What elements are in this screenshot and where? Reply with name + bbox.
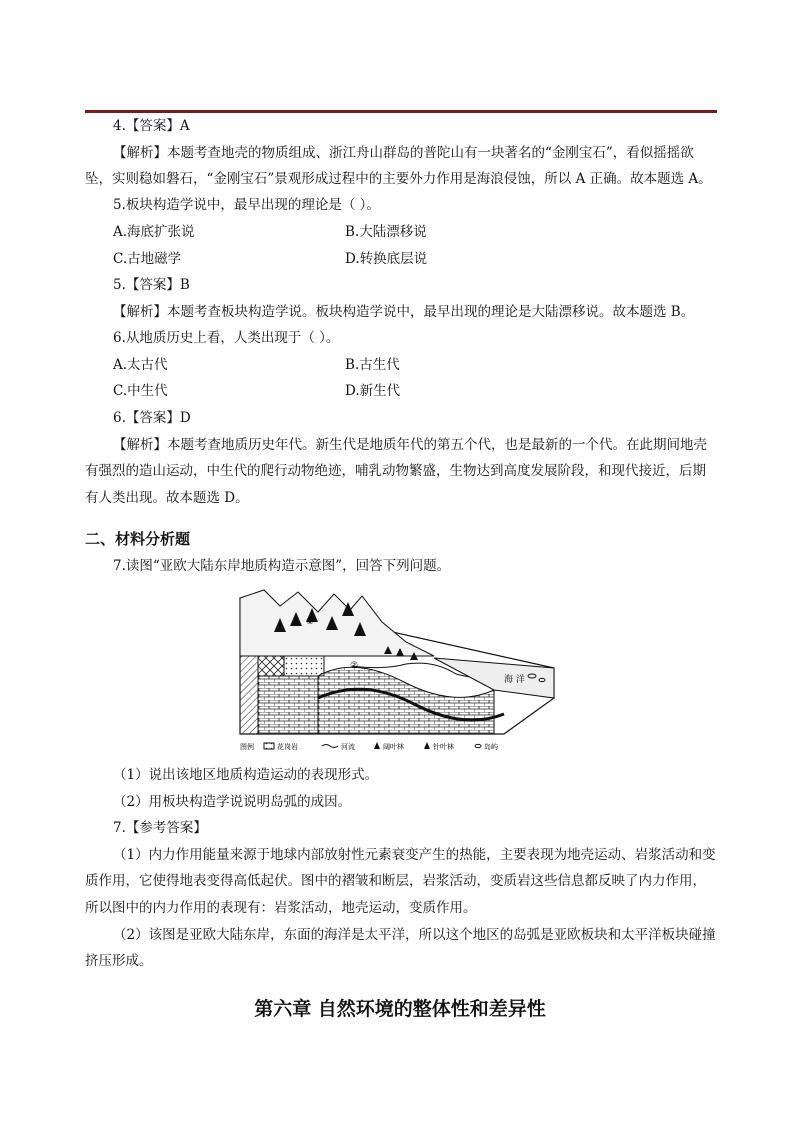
granite-legend-icon — [264, 743, 274, 749]
q7-sub1: （1）说出该地区地质构造运动的表现形式。 — [113, 767, 379, 783]
legend-island: 岛屿 — [484, 743, 498, 751]
q5-option-c: C.古地磁学 — [113, 251, 182, 267]
chapter-title: 第六章 自然环境的整体性和差异性 — [254, 998, 546, 1020]
q6-explanation-line3: 有人类出现。故本题选 D。 — [85, 490, 249, 506]
q5-option-d: D.转换底层说 — [345, 251, 428, 267]
island-legend-icon — [475, 744, 481, 747]
q7-answer1-line2: 质作用，它使得地表变得高低起伏。图中的褶皱和断层，岩浆活动，变质岩这些信息都反映了内力作用， — [85, 873, 706, 889]
q6-option-b: B.古生代 — [345, 357, 400, 373]
q6-explanation-line2: 有强烈的造山运动，中生代的爬行动物绝迹，哺乳动物繁盛，生物达到高度发展阶段，和现代接近，后期 — [85, 463, 706, 479]
figure-legend — [240, 742, 498, 751]
q4-answer: 4.【答案】A — [113, 118, 190, 134]
q4-explanation-line2: 坠，实则稳如磐石，“金刚宝石”景观形成过程中的主要外力作用是海浪侵蚀，所以 A 正确。故本题选 A。 — [85, 171, 712, 187]
q5-answer: 5.【答案】B — [113, 277, 190, 293]
legend-title: 图例 — [240, 743, 254, 751]
geologic-structure-figure — [234, 586, 564, 754]
q7-stem: 7.读图“亚欧大陆东岸地质构造示意图”，回答下列问题。 — [113, 558, 451, 574]
q6-stem: 6.从地质历史上看，人类出现于（ ）。 — [113, 330, 340, 346]
q5-option-a: A.海底扩张说 — [113, 224, 195, 240]
legend-broadleaf: 阔叶林 — [383, 743, 404, 751]
q7-answer-title: 7.【参考答案】 — [113, 820, 207, 836]
q7-answer2-line1: （2）该图是亚欧大陆东岸，东面的海洋是太平洋，所以这个地区的岛弧是亚欧板块和太平洋板块碰撞 — [113, 927, 716, 943]
q5-stem: 5.板块构造学说中，最早出现的理论是（ ）。 — [113, 197, 380, 213]
q7-sub2: （2）用板块构造学说说明岛弧的成因。 — [113, 794, 352, 810]
q6-explanation-line1: 【解析】本题考查地质历史年代。新生代是地质年代的第五个代，也是最新的一个代。在此期间地壳 — [113, 437, 707, 453]
q6-answer: 6.【答案】D — [113, 410, 191, 426]
q6-option-c: C.中生代 — [113, 383, 168, 399]
q5-explanation: 【解析】本题考查板块构造学说。板块构造学说中，最早出现的理论是大陆漂移说。故本题选 B。 — [113, 304, 695, 320]
q7-answer1-line1: （1）内力作用能量来源于地球内部放射性元素衰变产生的热能，主要表现为地壳运动、岩浆活动和变 — [113, 847, 716, 863]
q7-answer2-line2: 挤压形成。 — [85, 953, 153, 969]
section-title: 二、材料分析题 — [85, 530, 191, 548]
geologic-diagram — [234, 586, 564, 754]
q6-option-d: D.新生代 — [345, 383, 401, 399]
legend-conifer: 针叶林 — [433, 743, 454, 751]
sea-label: 海 洋 — [504, 675, 525, 685]
legend-river: 河流 — [341, 743, 355, 751]
mountains — [240, 590, 434, 656]
q5-option-b: B.大陆漂移说 — [345, 224, 427, 240]
legend-granite: 花岗岩 — [277, 743, 298, 751]
broadleaf-legend-icon — [374, 742, 380, 749]
marker-1: ① — [306, 617, 315, 627]
q6-option-a: A.太古代 — [113, 357, 168, 373]
conifer-legend-icon — [424, 742, 430, 749]
q4-explanation-line1: 【解析】本题考查地壳的物质组成、浙江舟山群岛的普陀山有一块著名的“金刚宝石”，看似摇摇欲 — [113, 145, 694, 161]
q7-answer1-line3: 所以图中的内力作用的表现有：岩浆活动，地壳运动，变质作用。 — [85, 900, 477, 916]
strata-bricks — [258, 676, 318, 734]
river-legend-icon — [322, 745, 338, 748]
marker-2: ② — [350, 661, 359, 671]
header-rule — [85, 110, 717, 113]
